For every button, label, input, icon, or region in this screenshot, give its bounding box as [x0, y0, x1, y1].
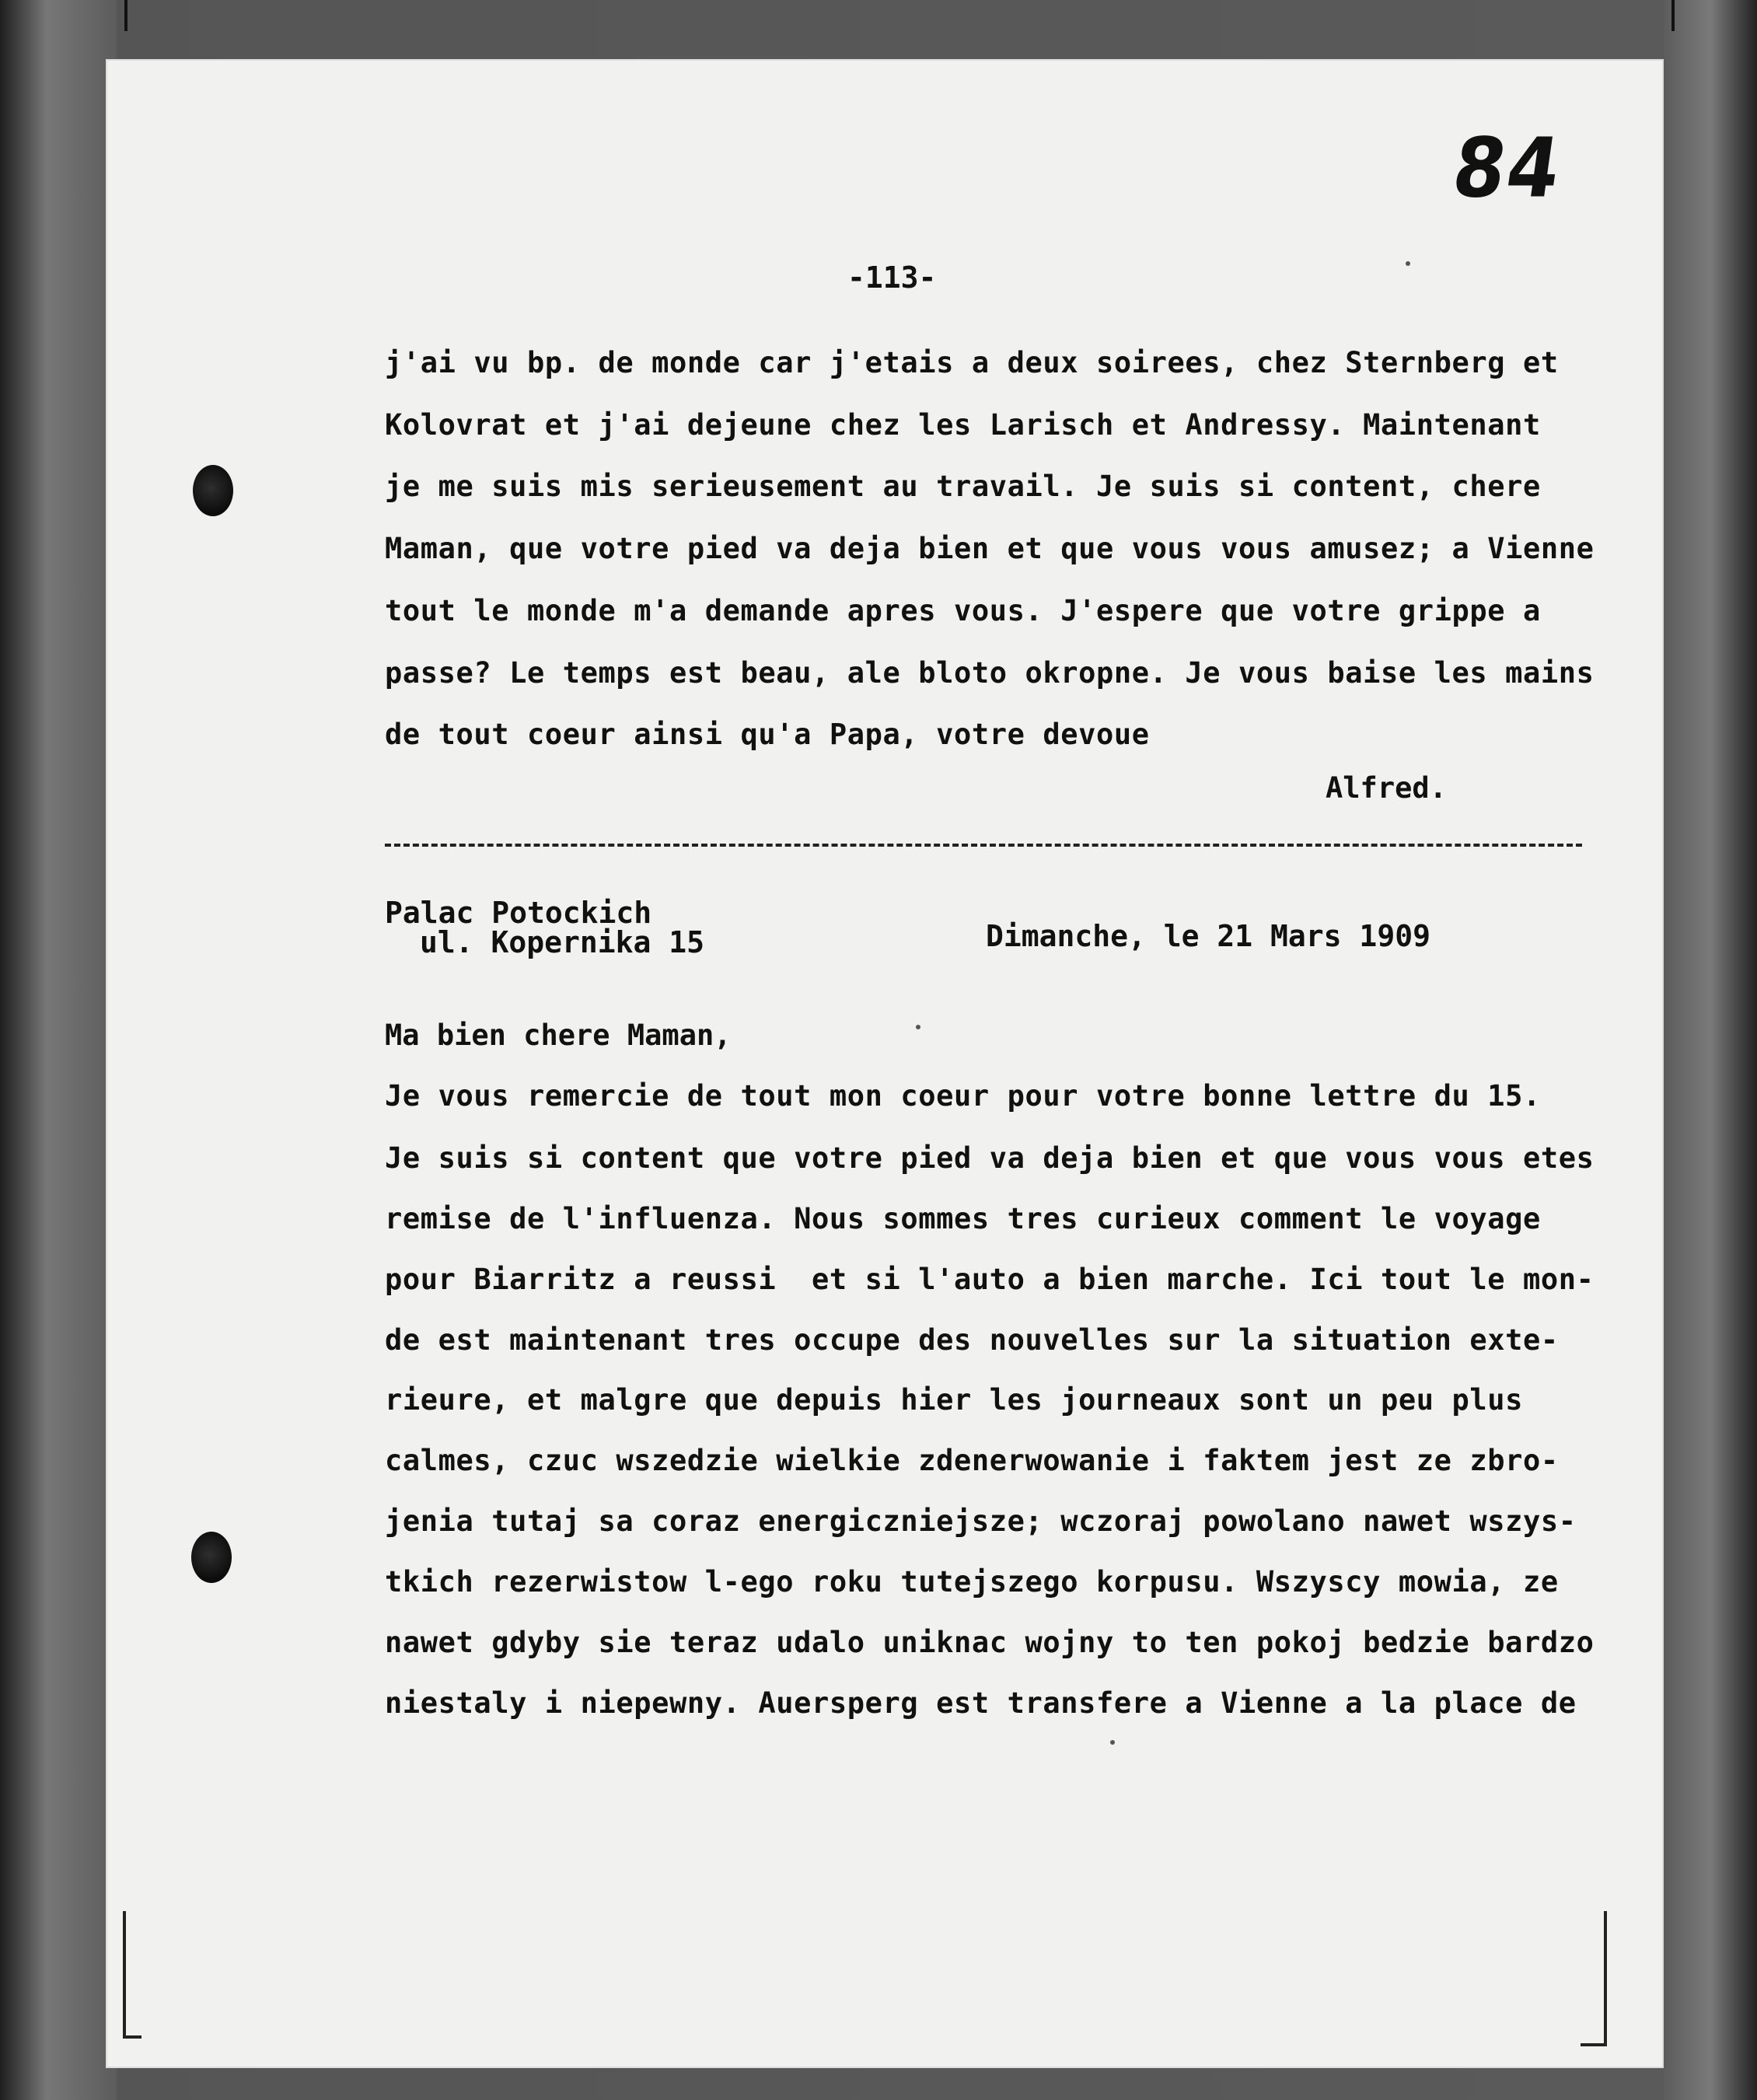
- continuation-line: Kolovrat et j'ai dejeune chez les Larisch et Andressy. Maintenant: [385, 408, 1541, 442]
- film-edge-right: [1664, 0, 1757, 2100]
- signature: Alfred.: [1326, 771, 1447, 805]
- address-line-1: Palac Potockich: [385, 896, 652, 930]
- film-tick: [1671, 0, 1675, 31]
- punch-hole-bottom: [191, 1532, 232, 1583]
- continuation-line: tout le monde m'a demande apres vous. J'espere que votre grippe a: [385, 594, 1541, 627]
- film-tick: [124, 0, 127, 31]
- continuation-line: j'ai vu bp. de monde car j'etais a deux soirees, chez Sternberg et: [385, 346, 1559, 379]
- typed-page-number: -113-: [847, 260, 937, 295]
- continuation-line: je me suis mis serieusement au travail. Je suis si content, chere: [385, 470, 1541, 503]
- body-line: remise de l'influenza. Nous sommes tres curieux comment le voyage: [385, 1202, 1541, 1235]
- letter-date: Dimanche, le 21 Mars 1909: [986, 919, 1430, 953]
- body-line: nawet gdyby sie teraz udalo uniknac wojny to ten pokoj bedzie bardzo: [385, 1626, 1595, 1659]
- body-line: niestaly i niepewny. Auersperg est transfere a Vienne a la place de: [385, 1686, 1577, 1720]
- separator-line: [385, 844, 1582, 847]
- body-line: Je vous remercie de tout mon coeur pour votre bonne lettre du 15.: [385, 1079, 1541, 1113]
- body-line: Je suis si content que votre pied va deja bien et que vous vous etes: [385, 1141, 1595, 1175]
- corner-mark-right: [1581, 1911, 1607, 2046]
- punch-hole-top: [193, 465, 233, 516]
- body-line: tkich rezerwistow l-ego roku tutejszego korpusu. Wszyscy mowia, ze: [385, 1565, 1559, 1599]
- body-line: de est maintenant tres occupe des nouvelles sur la situation exte-: [385, 1323, 1559, 1357]
- body-line: calmes, czuc wszedzie wielkie zdenerwowanie i faktem jest ze zbro-: [385, 1444, 1559, 1477]
- handwritten-page-number: 84: [1447, 120, 1568, 216]
- address-line-2: ul. Kopernika 15: [420, 925, 705, 959]
- speck: [1406, 261, 1410, 266]
- corner-mark-left: [123, 1911, 141, 2039]
- film-edge-left: [0, 0, 117, 2100]
- body-line: pour Biarritz a reussi et si l'auto a bien marche. Ici tout le mon-: [385, 1263, 1595, 1296]
- speck: [916, 1025, 920, 1029]
- body-line: jenia tutaj sa coraz energiczniejsze; wczoraj powolano nawet wszys-: [385, 1504, 1577, 1538]
- speck: [1110, 1740, 1115, 1745]
- continuation-line: Maman, que votre pied va deja bien et que vous vous amusez; a Vienne: [385, 532, 1595, 565]
- continuation-line: de tout coeur ainsi qu'a Papa, votre devoue: [385, 718, 1150, 751]
- continuation-line: passe? Le temps est beau, ale bloto okropne. Je vous baise les mains: [385, 656, 1595, 690]
- body-line: rieure, et malgre que depuis hier les journeaux sont un peu plus: [385, 1383, 1524, 1417]
- salutation: Ma bien chere Maman,: [385, 1019, 732, 1052]
